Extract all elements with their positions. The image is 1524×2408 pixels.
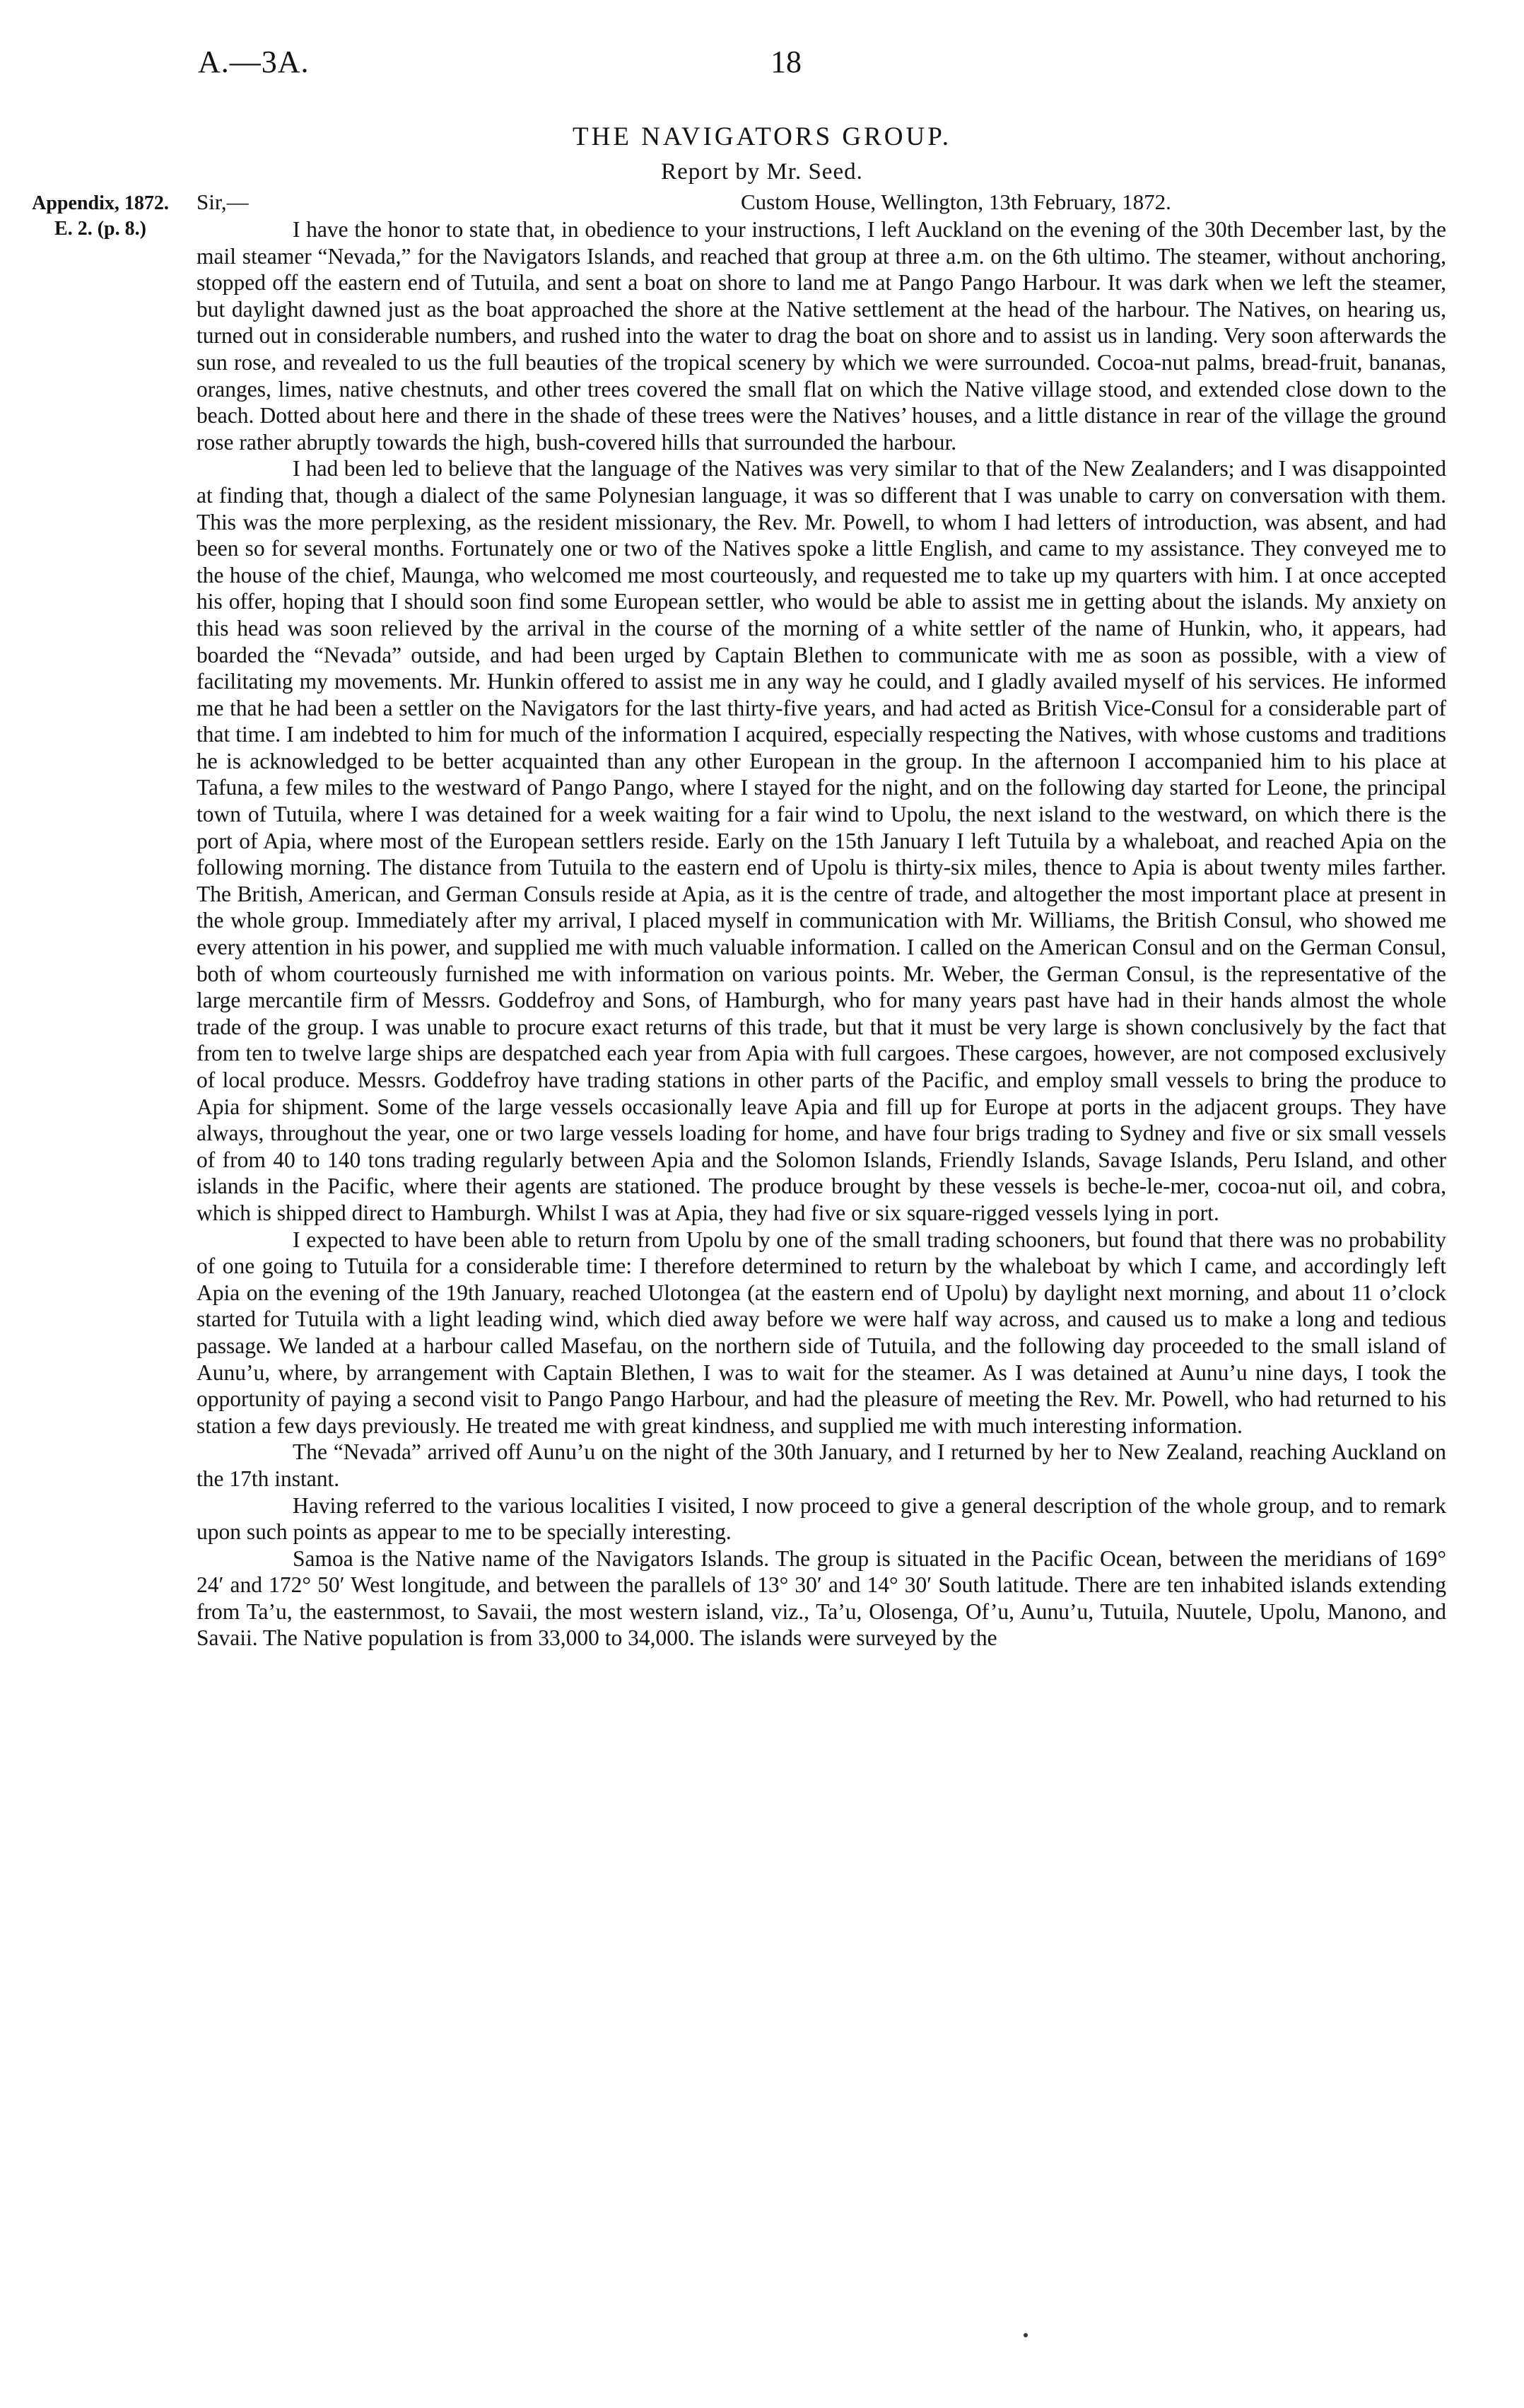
margin-note-line-1: Appendix, 1872. xyxy=(32,192,169,214)
report-body xyxy=(197,216,1446,1652)
page-mark xyxy=(1024,2333,1028,2337)
paragraph-2: I had been led to believe that the language of the Natives was very similar to that of the New Zealanders; and I was disappointed at finding that, though a dialect of the same Polynesian language, it was so different that I was unable to carry on conversation with them. This was the more perplexing, as the resident missionary, the Rev. Mr. Powell, to whom I had letters of introduction, was absent, and had been so for several months. Fortunately one or two of the Natives spoke a little English, and came to my assistance. They conveyed me to the house of the chief, Maunga, who welcomed me most courteously, and requested me to take up my quarters with him. I at once accepted his offer, hoping that I should soon find some European settler, who would be able to assist me in getting about the islands. My anxiety on this head was soon relieved by the arrival in the course of the morning of a white settler of the name of Hunkin, who, it appears, had boarded the “Nevada” outside, and had been urged by Captain Blethen to communicate with me as soon as possible, with a view of facilitating my movements. Mr. Hunkin offered to assist me in any way he could, and I gladly availed myself of his services. He informed me that he had been a settler on the Navigators for the last thirty-five years, and had acted as British Vice-Consul for a considerable part of that time. I am indebted to him for much of the information I acquired, especially respecting the Natives, with whose customs and traditions he is acknowledged to be better acquainted than any other European in the group. In the afternoon I accompanied him to his place at Tafuna, a few miles to the westward of Pango Pango, where I stayed for the night, and on the following day started for Leone, the principal town of Tutuila, where I was detained for a week waiting for a fair wind to Upolu, the next island to the westward, on which there is the port of Apia, where most of the European settlers reside. Early on the 15th January I left Tutuila by a whaleboat, and reached Apia on the following morning. The distance from Tutuila to the eastern end of Upolu is thirty-six miles, thence to Apia is about twenty miles farther. The British, American, and German Consuls reside at Apia, as it is the centre of trade, and altogether the most important place at present in the whole group. Immediately after my arrival, I placed myself in communication with Mr. Williams, the British Consul, who showed me every attention in his power, and supplied me with much valuable information. I called on the American Consul and on the German Consul, both of whom courteously furnished me with information on various points. Mr. Weber, the German Consul, is the representative of the large mercantile firm of Messrs. Goddefroy and Sons, of Hamburgh, who for many years past have had in their hands almost the whole trade of the group. I was unable to procure exact returns of this trade, but that it must be very large is shown conclusively by the fact that from ten to twelve large ships are despatched each year from Apia with full cargoes. These cargoes, however, are not composed exclusively of local produce. Messrs. Goddefroy have trading stations in other parts of the Pacific, and employ small vessels to bring the produce to Apia for shipment. Some of the large vessels occasionally leave Apia and fill up for Europe at ports in the adjacent groups. They have always, throughout the year, one or two large vessels loading for home, and have four brigs trading to Sydney and five or six small vessels of from 40 to 140 tons trading regularly between Apia and the Solomon Islands, Friendly Islands, Savage Islands, Peru Island, and other islands in the Pacific, where their agents are stationed. The produce brought by these vessels is beche-le-mer, cocoa-nut oil, and cobra, which is shipped direct to Hamburgh. Whilst I was at Apia, they had five or six square-rigged vessels lying in port. xyxy=(197,456,1446,1225)
paragraph-3: I expected to have been able to return from Upolu by one of the small trading schooners, but found that there was no probability of one going to Tutuila for a considerable time: I therefore determined to return by the whaleboat by which I came, and accordingly left Apia on the evening of the 19th January, reached Ulotongea (at the eastern end of Upolu) by daylight next morning, and about 11 o’clock started for Tutuila with a light leading wind, which died away before we were half way across, and caused us to make a long and tedious passage. We landed at a harbour called Masefau, on the northern side of Tutuila, and the following day proceeded to the small island of Aunu’u, where, by arrangement with Captain Blethen, I was to wait for the steamer. As I was detained at Aunu’u nine days, I took the opportunity of paying a second visit to Pango Pango Harbour, and had the pleasure of meeting the Rev. Mr. Powell, who had returned to his station a few days previously. He treated me with great kindness, and supplied me with much interesting information. xyxy=(197,1227,1446,1438)
salutation: Sir,— xyxy=(197,189,249,214)
paragraph-4: The “Nevada” arrived off Aunu’u on the night of the 30th January, and I returned by her to New Zealand, reaching Auckland on the 17th instant. xyxy=(197,1439,1446,1491)
margin-note xyxy=(8,191,192,242)
paragraph-5: Having referred to the various localities I visited, I now proceed to give a general description of the whole group, and to remark upon such points as appear to me to be specially interesting. xyxy=(197,1492,1446,1545)
margin-note-line-2: E. 2. (p. 8.) xyxy=(54,218,146,240)
report-subtitle: Report by Mr. Seed. xyxy=(661,159,863,185)
page-number: 18 xyxy=(770,45,802,79)
paragraph-6: Samoa is the Native name of the Navigators Islands. The group is situated in the Pacific Ocean, between the meridians of 169° 24′ and 172° 50′ West longitude, and between the parallels of 13° 30′ and 14° 30′ South latitude. There are ten inhabited islands extending from Ta’u, the easternmost, to Savaii, the most western island, viz., Ta’u, Olosenga, Of’u, Aunu’u, Tutuila, Nuutele, Upolu, Manono, and Savaii. The Native population is from 33,000 to 34,000. The islands were surveyed by the xyxy=(197,1545,1446,1651)
document-reference: A.—3A. xyxy=(198,45,310,79)
page-title: THE NAVIGATORS GROUP. xyxy=(573,122,951,151)
dateline: Custom House, Wellington, 13th February, 1872. xyxy=(741,189,1171,214)
page-header xyxy=(198,44,1442,86)
letter-opening xyxy=(197,189,1448,218)
paragraph-1: I have the honor to state that, in obedience to your instructions, I left Auckland on the evening of the 30th December last, by the mail steamer “Nevada,” for the Navigators Islands, and reached that group at three a.m. on the 6th ultimo. The steamer, without anchoring, stopped off the eastern end of Tutuila, and sent a boat on shore to land me at Pango Pango Harbour. It was dark when we left the steamer, but daylight dawned just as the boat approached the shore at the Native settlement at the head of the harbour. The Natives, on hearing us, turned out in considerable numbers, and rushed into the water to drag the boat on shore and to assist us in landing. Very soon afterwards the sun rose, and revealed to us the full beauties of the tropical scenery by which we were surrounded. Cocoa-nut palms, bread-fruit, bananas, oranges, limes, native chestnuts, and other trees covered the small flat on which the Native village stood, and extended close down to the beach. Dotted about here and there in the shade of these trees were the Natives’ houses, and a little distance in rear of the village the ground rose rather abruptly towards the high, bush-covered hills that surrounded the harbour. xyxy=(197,217,1446,455)
